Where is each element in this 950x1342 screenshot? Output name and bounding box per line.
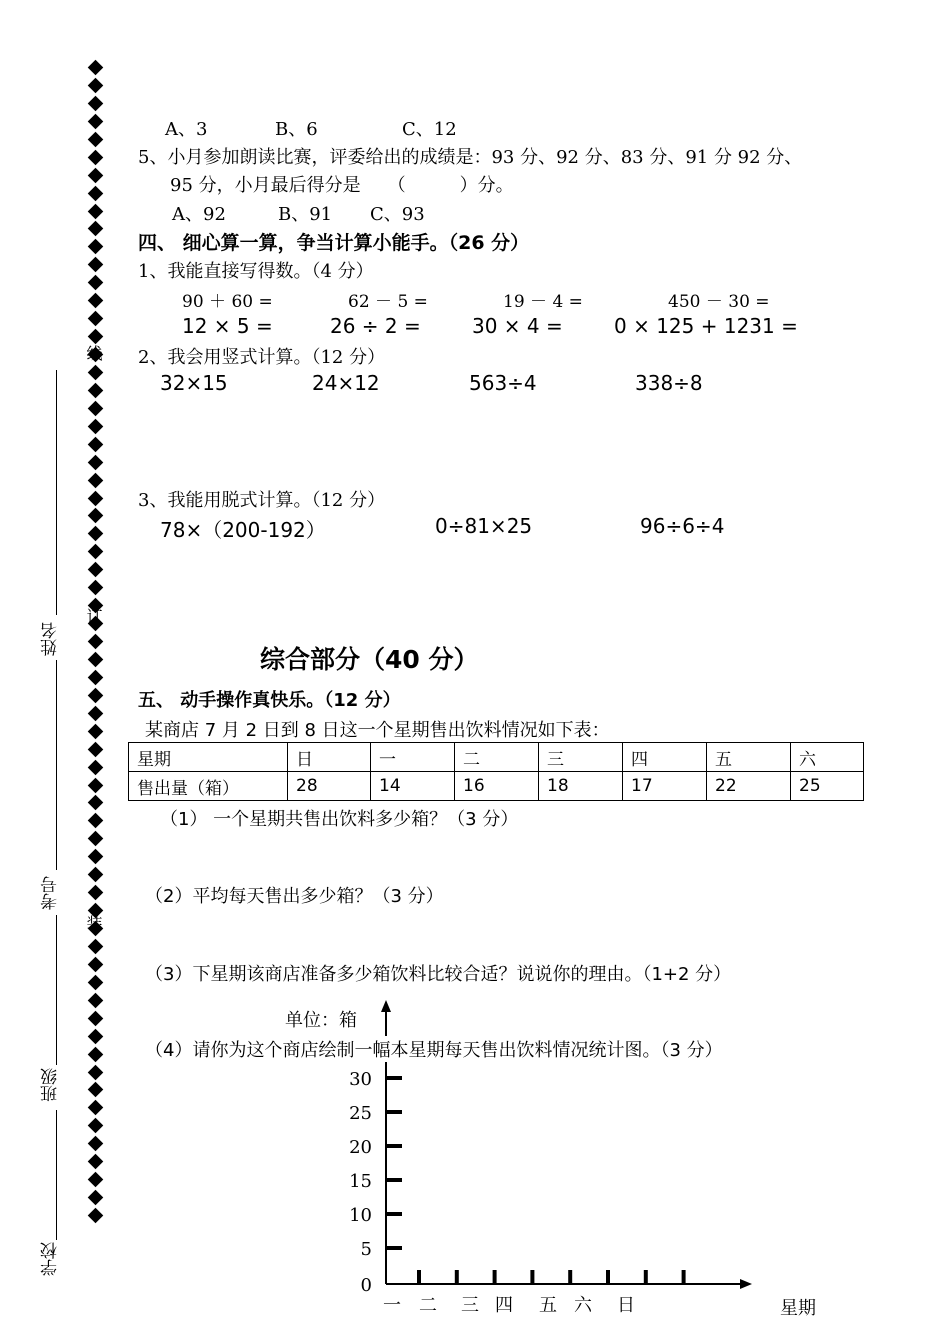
field-exam-number-label: 考号: [41, 876, 61, 910]
section5-title: 五、 动手操作真快乐。（12 分）: [138, 690, 401, 711]
vertical-calc-2: 24×12: [312, 371, 380, 395]
q4-option-c: C、12: [402, 119, 457, 140]
table-cell: 日: [288, 743, 371, 772]
x-tick-label: 二: [419, 1295, 437, 1316]
section5-question2: （2）平均每天售出多少箱？（3 分）: [145, 886, 444, 907]
chart-unit-label: 单位：箱: [285, 1010, 357, 1031]
chart-x-axis-label: 星期: [780, 1298, 816, 1319]
table-cell: 17: [623, 772, 707, 801]
table-cell: 二: [455, 743, 539, 772]
table-cell: 18: [539, 772, 623, 801]
x-axis-arrow: [740, 1279, 752, 1289]
table-cell: 五: [707, 743, 791, 772]
table-cell: 一: [371, 743, 455, 772]
field-class-label: 班级: [41, 1068, 61, 1102]
table-cell: 25: [791, 772, 864, 801]
section4-title: 四、 细心算一算，争当计算小能手。（26 分）: [138, 232, 530, 254]
section5-question4: （4）请你为这个商店绘制一幅本星期每天售出饮料情况统计图。（3 分）: [145, 1036, 725, 1062]
section4-part2-title: 2、我会用竖式计算。（12 分）: [138, 347, 386, 368]
calc-1-1: 90 ＋ 60 =: [182, 292, 273, 312]
calc-2-1: 12 × 5 =: [182, 314, 273, 338]
section5-intro: 某商店 7 月 2 日到 8 日这一个星期售出饮料情况如下表：: [145, 720, 610, 741]
section5-question3: （3）下星期该商店准备多少箱饮料比较合适？说说你的理由。（1+2 分）: [145, 964, 732, 985]
stepwise-calc-3: 96÷6÷4: [640, 514, 725, 538]
q5-text-line1: 5、小月参加朗读比赛，评委给出的成绩是：93 分、92 分、83 分、91 分 92 分、: [138, 147, 803, 168]
q4-option-b: B、6: [275, 119, 318, 140]
calc-1-4: 450 － 30 =: [668, 292, 770, 312]
y-tick-label: 25: [349, 1103, 372, 1124]
vertical-calc-1: 32×15: [160, 371, 228, 395]
y-tick-label: 30: [349, 1069, 372, 1090]
x-tick-label: 三: [461, 1295, 479, 1316]
table-cell: 四: [623, 743, 707, 772]
y-tick-label: 15: [349, 1171, 372, 1192]
calc-2-4: 0 × 125 + 1231 =: [614, 314, 798, 338]
binding-mark-zhuang: 装: [84, 915, 103, 931]
x-tick-label: 六: [574, 1295, 592, 1316]
table-cell: 售出量（箱）: [129, 772, 288, 801]
table-cell: 三: [539, 743, 623, 772]
y-axis-arrow: [381, 1000, 391, 1012]
q5-option-b: B、91: [278, 204, 333, 225]
calc-1-2: 62 － 5 =: [348, 292, 428, 312]
x-tick-label: 日: [617, 1295, 635, 1316]
table-cell: 14: [371, 772, 455, 801]
binding-mark-xian: 线: [84, 345, 103, 361]
section4-part3-title: 3、我能用脱式计算。（12 分）: [138, 490, 386, 511]
x-tick-label: 五: [539, 1295, 557, 1316]
stepwise-calc-1: 78×（200-192）: [160, 518, 326, 542]
q5-text-line2: 95 分，小月最后得分是 （ ）分。: [170, 175, 514, 196]
q5-option-a: A、92: [172, 204, 226, 225]
table-cell: 28: [288, 772, 371, 801]
vertical-calc-4: 338÷8: [635, 371, 703, 395]
section5-question1: （1） 一个星期共售出饮料多少箱？（3 分）: [160, 809, 519, 830]
table-cell: 六: [791, 743, 864, 772]
table-cell: 16: [455, 772, 539, 801]
x-tick-label: 四: [495, 1295, 513, 1316]
y-tick-label: 10: [349, 1205, 372, 1226]
calc-1-3: 19 － 4 =: [503, 292, 583, 312]
calc-2-3: 30 × 4 =: [472, 314, 563, 338]
section4-part1-title: 1、我能直接写得数。（4 分）: [138, 261, 374, 282]
binding-mark-ding: 订: [84, 608, 103, 624]
q5-option-c: C、93: [370, 204, 425, 225]
x-tick-label: 一: [383, 1295, 401, 1316]
table-cell: 22: [707, 772, 791, 801]
y-tick-label: 20: [349, 1137, 372, 1158]
calc-2-2: 26 ÷ 2 =: [330, 314, 421, 338]
q4-option-a: A、3: [165, 119, 208, 140]
synthesis-section-title: 综合部分（40 分）: [260, 645, 479, 674]
y-tick-label: 0: [360, 1275, 372, 1296]
y-tick-label: 5: [360, 1239, 372, 1260]
field-name-label: 姓名: [41, 622, 61, 656]
table-cell: 星期: [129, 743, 288, 772]
stepwise-calc-2: 0÷81×25: [435, 514, 533, 538]
vertical-calc-3: 563÷4: [469, 371, 537, 395]
field-school-label: 学校: [41, 1242, 61, 1276]
